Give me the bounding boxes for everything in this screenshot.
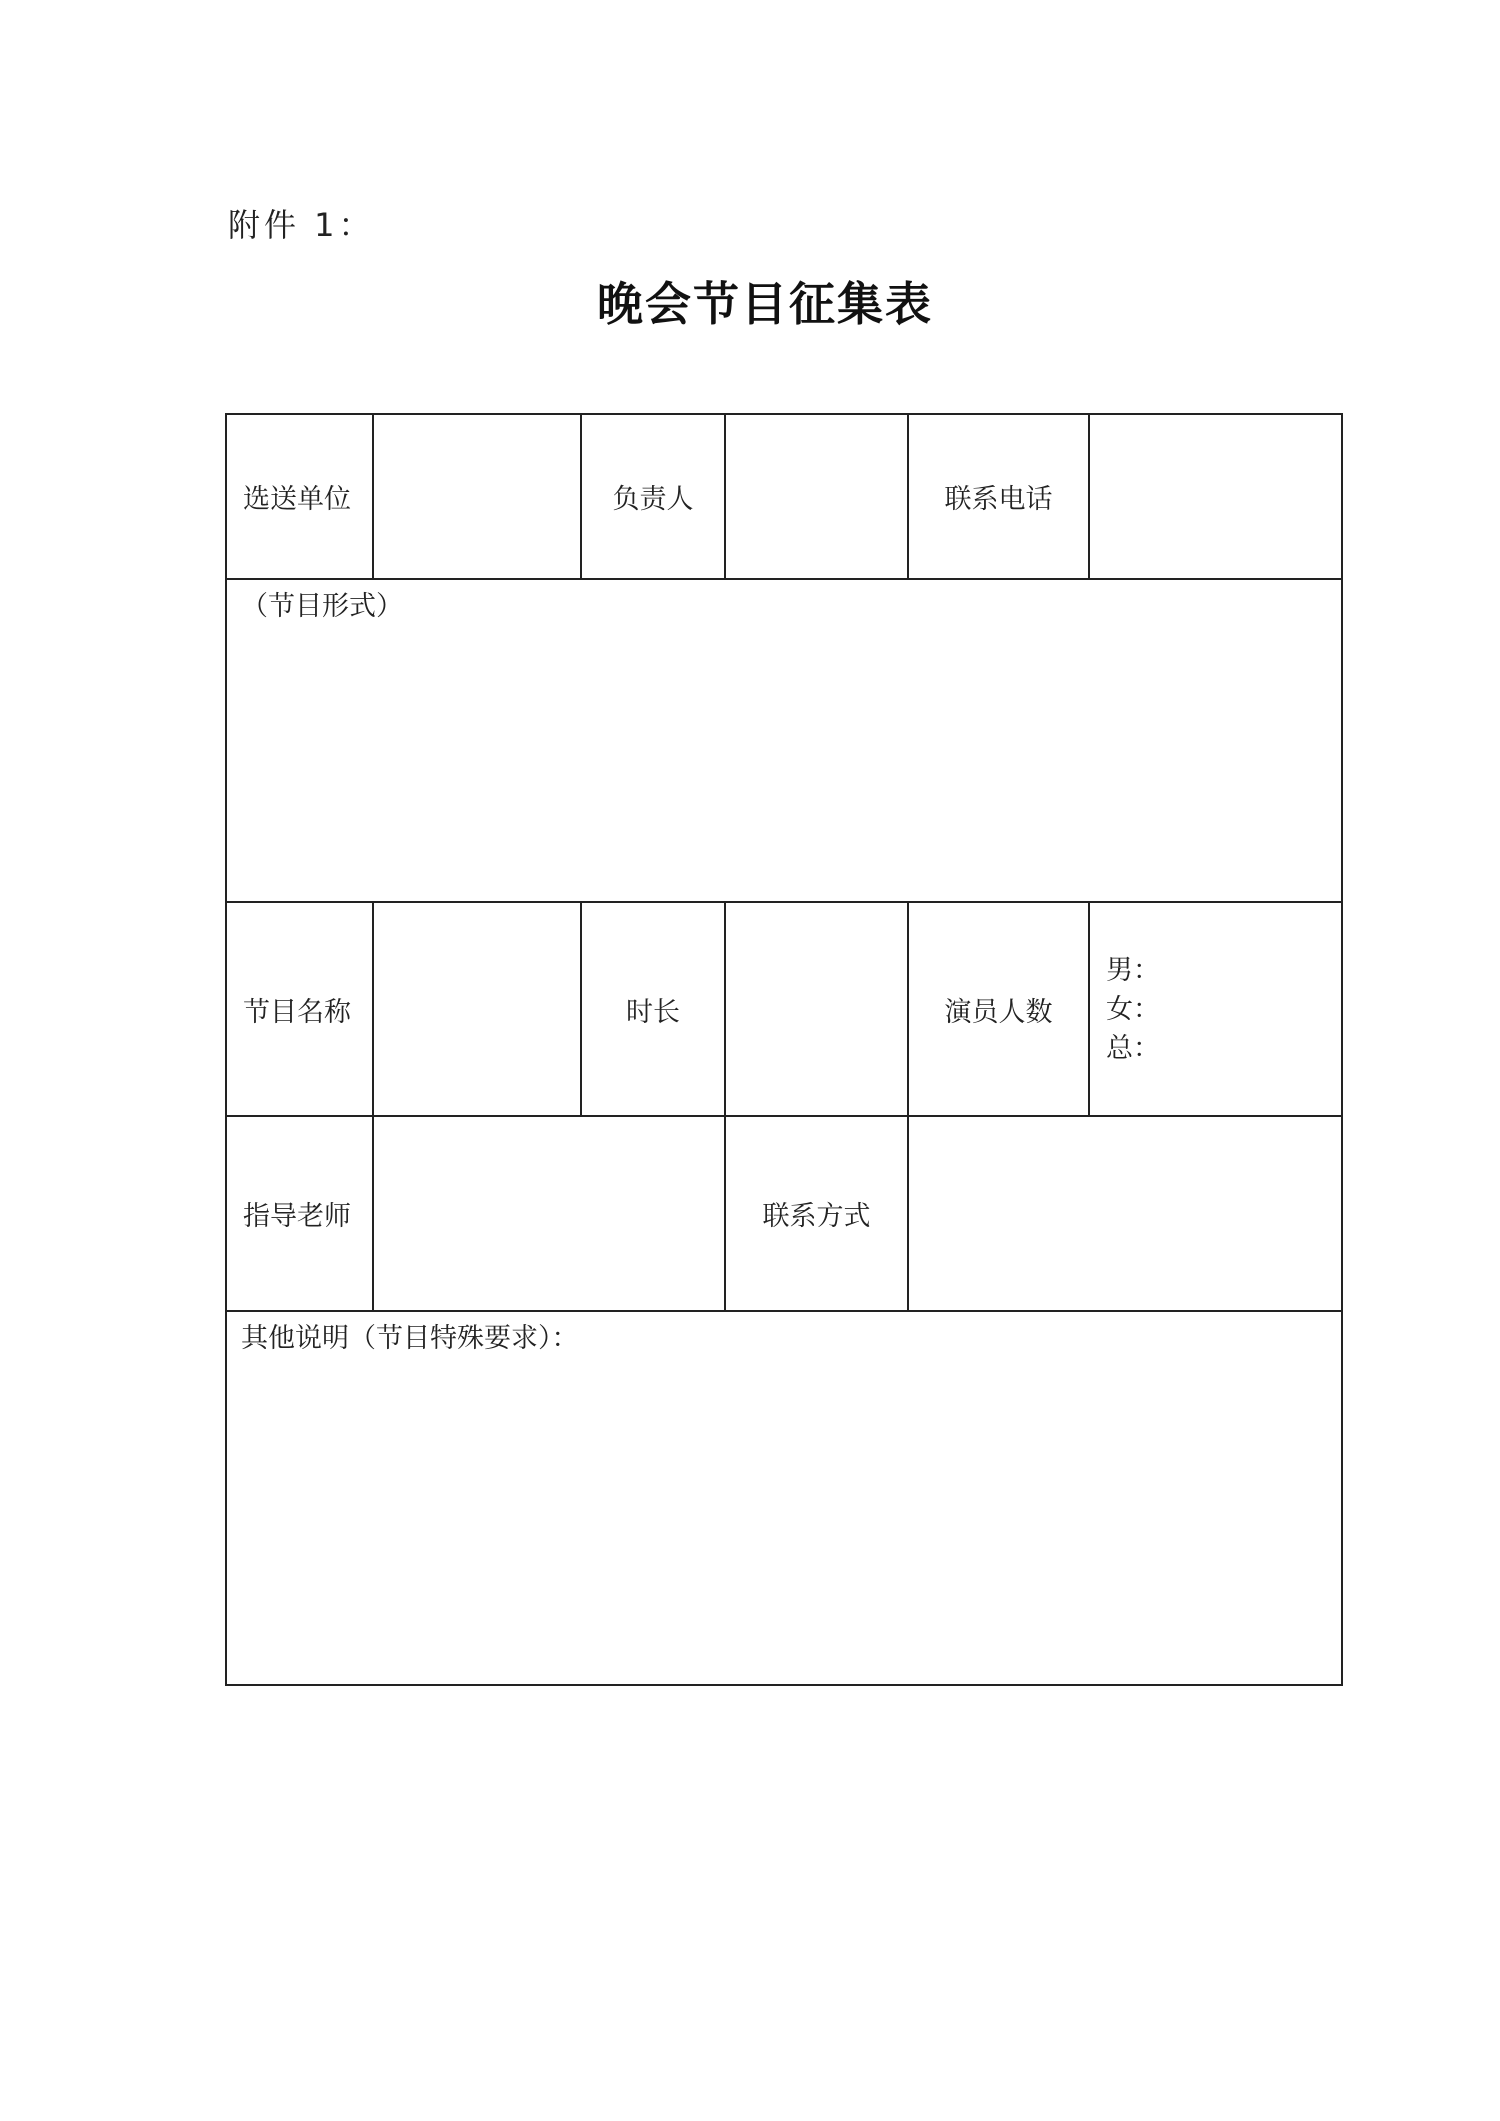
- duration-input-cell[interactable]: [725, 902, 908, 1116]
- other-notes-cell[interactable]: [226, 1311, 1342, 1685]
- cast-breakdown: [1090, 951, 1341, 1068]
- attachment-label: 附件 1：: [228, 206, 375, 244]
- phone-label: 联系电话: [908, 414, 1089, 579]
- contact-method-input-cell[interactable]: [908, 1116, 1342, 1311]
- person-in-charge-label: 负责人: [581, 414, 725, 579]
- cast-count-label: 演员人数: [908, 902, 1089, 1116]
- contact-method-label: 联系方式: [725, 1116, 908, 1311]
- form-row-other-notes: [226, 1311, 1342, 1685]
- person-in-charge-input-cell[interactable]: [725, 414, 908, 579]
- phone-input-cell[interactable]: [1089, 414, 1342, 579]
- unit-input-cell[interactable]: [373, 414, 581, 579]
- duration-label: 时长: [581, 902, 725, 1116]
- page-title: 晚会节目征集表: [597, 277, 933, 331]
- form-row-program-type: [226, 579, 1342, 902]
- cast-male-label: 男：: [1106, 954, 1160, 986]
- program-type-label: （节目形式）: [241, 591, 403, 622]
- other-notes-label: 其他说明（节目特殊要求）：: [241, 1323, 579, 1354]
- program-type-cell[interactable]: [226, 579, 1342, 902]
- form-row-teacher: [226, 1116, 1342, 1311]
- cast-count-cell[interactable]: [1089, 902, 1342, 1116]
- cast-female-label: 女：: [1106, 993, 1160, 1025]
- form-row-program-name: [226, 902, 1342, 1116]
- cast-total-label: 总：: [1106, 1032, 1160, 1064]
- teacher-input-cell[interactable]: [373, 1116, 725, 1311]
- unit-label: 选送单位: [226, 414, 373, 579]
- program-collection-form: [225, 413, 1343, 1686]
- program-name-label: 节目名称: [226, 902, 373, 1116]
- teacher-label: 指导老师: [226, 1116, 373, 1311]
- program-name-input-cell[interactable]: [373, 902, 581, 1116]
- form-row-unit: [226, 414, 1342, 579]
